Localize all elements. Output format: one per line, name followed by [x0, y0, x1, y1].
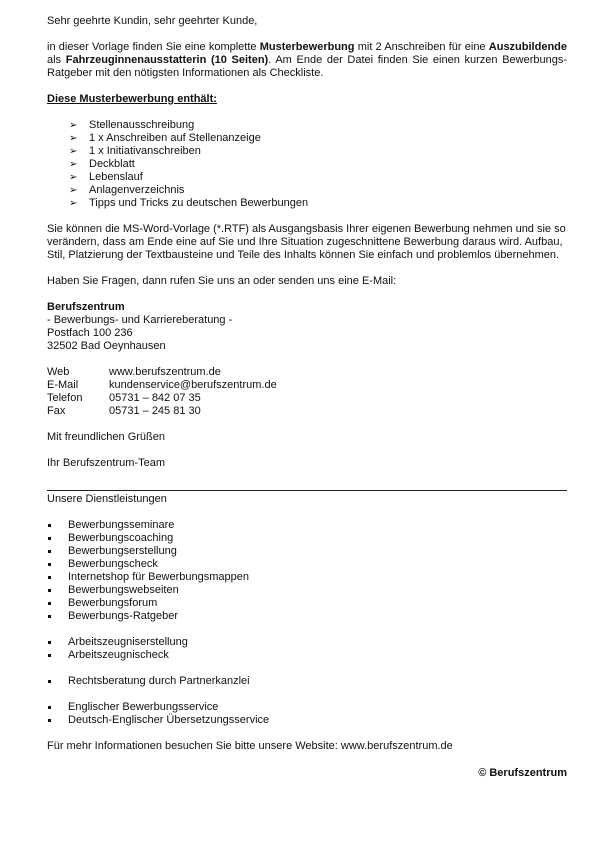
- document-page: [47, 15, 567, 780]
- list-item: Rechtsberatung durch Partnerkanzlei: [47, 675, 567, 688]
- contact-row-fax: [47, 405, 277, 418]
- company-name: Berufszentrum: [47, 301, 125, 313]
- list-item: Bewerbungscheck: [47, 558, 567, 571]
- list-item: ➢ Anlagenverzeichnis: [69, 184, 567, 197]
- contact-fax-value: 05731 – 245 81 30: [109, 405, 201, 417]
- list-item: Bewerbungsforum: [47, 597, 567, 610]
- intro-text-1: in dieser Vorlage finden Sie eine komplette: [47, 41, 260, 53]
- services-list-3: [47, 675, 567, 688]
- intro-text-2: mit 2 Anschreiben für eine: [354, 41, 489, 53]
- intro-text-4: . Am Ende der Datei finden Sie einen kurzen Bewerbungs-Ratgeber mit den nötigsten Informationen als Checkliste.: [47, 54, 568, 79]
- contact-label: Fax: [47, 405, 66, 417]
- contact-row-web: [47, 366, 277, 379]
- services-title: Unsere Dienstleistungen: [47, 493, 167, 505]
- company-city: 32502 Bad Oeynhausen: [47, 340, 166, 352]
- company-address: [47, 301, 567, 353]
- services-list-2: [47, 636, 567, 662]
- list-item: Bewerbungscoaching: [47, 532, 567, 545]
- contents-title: Diese Musterbewerbung enthält:: [47, 93, 217, 105]
- services-list-4: [47, 701, 567, 727]
- intro-paragraph: [47, 41, 567, 80]
- contact-label: Telefon: [47, 392, 83, 404]
- contact-phone-value: 05731 – 842 07 35: [109, 392, 201, 404]
- list-item: Bewerbungs-Ratgeber: [47, 610, 567, 623]
- intro-bold-musterbewerbung: Musterbewerbung: [259, 41, 355, 53]
- contents-list: [47, 119, 567, 210]
- list-item: Deutsch-Englischer Übersetzungsservice: [47, 714, 567, 727]
- signature: Ihr Berufszentrum-Team: [47, 457, 165, 469]
- contact-web-link[interactable]: www.berufszentrum.de: [109, 366, 221, 378]
- contact-table: [47, 366, 277, 418]
- list-item: ➢ 1 x Anschreiben auf Stellenanzeige: [69, 132, 567, 145]
- copyright-notice: © Berufszentrum: [478, 767, 567, 779]
- list-item: ➢ 1 x Initiativanschreiben: [69, 145, 567, 158]
- services-list-1: [47, 519, 567, 623]
- list-item: Arbeitszeugnischeck: [47, 649, 567, 662]
- company-postbox: Postfach 100 236: [47, 327, 133, 339]
- contact-label: Web: [47, 366, 70, 378]
- list-item: ➢ Deckblatt: [69, 158, 567, 171]
- list-item: ➢ Lebenslauf: [69, 171, 567, 184]
- rtf-note-paragraph: Sie können die MS-Word-Vorlage (*.RTF) als Ausgangsbasis Ihrer eigenen Bewerbung nehmen und sie so verändern, dass am Ende eine auf Sie und Ihre Situation zugeschnittene Bewerbung daraus wird. Aufbau, Stil, Platzierung der Textbausteine und Teile des Inhalts können Sie einfach und problemlos übernehmen.: [47, 223, 566, 261]
- closing-phrase: Mit freundlichen Grüßen: [47, 431, 165, 443]
- website-note: Für mehr Informationen besuchen Sie bitte unsere Website: www.berufszentrum.de: [47, 740, 453, 752]
- list-item: Bewerbungsseminare: [47, 519, 567, 532]
- intro-bold-job-title: Fahrzeuginnenausstatterin (10 Seiten): [65, 54, 269, 66]
- section-divider: [47, 490, 567, 491]
- contact-row-email: [47, 379, 277, 392]
- list-item: Bewerbungserstellung: [47, 545, 567, 558]
- company-subtitle: - Bewerbungs- und Karriereberatung -: [47, 314, 233, 326]
- list-item: ➢ Tipps und Tricks zu deutschen Bewerbungen: [69, 197, 567, 210]
- intro-bold-auszubildende: Auszubildende: [488, 41, 568, 53]
- contact-row-phone: [47, 392, 277, 405]
- list-item: Englischer Bewerbungsservice: [47, 701, 567, 714]
- contact-label: E-Mail: [47, 379, 79, 391]
- list-item: Arbeitszeugniserstellung: [47, 636, 567, 649]
- questions-paragraph: Haben Sie Fragen, dann rufen Sie uns an oder senden uns eine E-Mail:: [47, 275, 397, 287]
- salutation: Sehr geehrte Kundin, sehr geehrter Kunde,: [47, 15, 258, 27]
- list-item: Bewerbungswebseiten: [47, 584, 567, 597]
- intro-text-3: als: [47, 54, 66, 66]
- contact-email-link[interactable]: kundenservice@berufszentrum.de: [109, 379, 277, 391]
- list-item: ➢ Stellenausschreibung: [69, 119, 567, 132]
- list-item: Internetshop für Bewerbungsmappen: [47, 571, 567, 584]
